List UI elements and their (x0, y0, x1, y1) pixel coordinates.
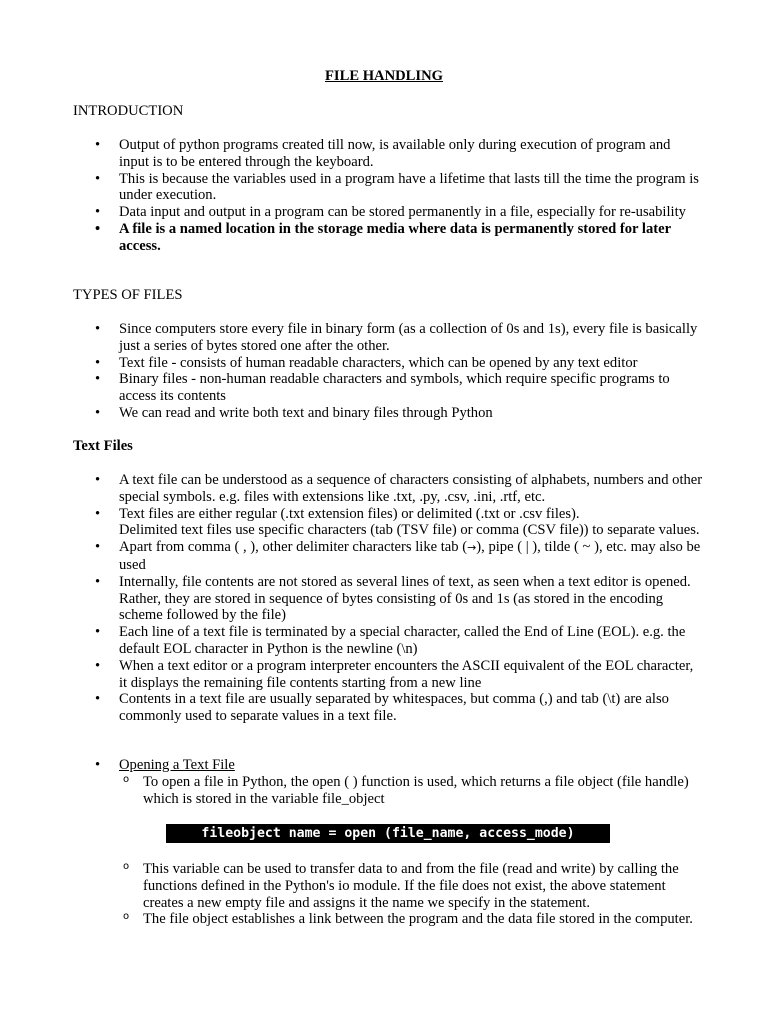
list-item: • We can read and write both text and binary files through Python (73, 405, 703, 422)
list-item-line: Text files are either regular (.txt extension files) or delimited (.txt or .csv files). (119, 505, 580, 522)
text-files-list (73, 472, 703, 725)
tab-arrow-icon: → (467, 541, 477, 555)
opening-sublist-continued (119, 861, 703, 928)
list-item: • Binary files - non-human readable characters and symbols, which require specific programs to access its contents (73, 371, 703, 405)
opening-list-continued (73, 861, 703, 928)
document-title: FILE HANDLING (325, 68, 443, 84)
sub-list-item: o The file object establishes a link between the program and the data file stored in the computer. (119, 911, 703, 928)
list-item (73, 539, 703, 574)
types-of-files-list (73, 321, 703, 422)
list-item: • A text file can be understood as a sequence of characters consisting of alphabets, numbers and other special symbols. e.g. files with extensions like .txt, .py, .csv, .ini, .rtf, etc. (73, 472, 703, 506)
list-item: • Since computers store every file in binary form (as a collection of 0s and 1s), every file is basically just a series of bytes stored one after the other. (73, 321, 703, 355)
list-item: • Contents in a text file are usually separated by whitespaces, but comma (,) and tab (\t) are also commonly used to separate values in a text file. (73, 691, 703, 725)
list-item: • When a text editor or a program interpreter encounters the ASCII equivalent of the EOL character, it displays the remaining file contents starting from a new line (73, 658, 703, 692)
list-item-text: Apart from comma ( , ), other delimiter characters like tab ( (119, 539, 468, 556)
sub-list-item: o This variable can be used to transfer data to and from the file (read and write) by calling the functions defined in the Python's io module. If the file does not exist, the above statement creates a new empty file and assigns it the name we specify in the statement. (119, 861, 703, 911)
text-files-heading: Text Files (73, 438, 133, 454)
introduction-heading: INTRODUCTION (73, 103, 184, 119)
list-item: • Output of python programs created till now, is available only during execution of program and input is to be entered through the keyboard. (73, 137, 703, 171)
code-snippet: fileobject name = open (file_name, access_mode) (166, 824, 610, 843)
types-of-files-heading: TYPES OF FILES (73, 287, 183, 303)
list-item-line: Delimited text files use specific characters (tab (TSV file) or comma (CSV file)) to separate values. (119, 522, 700, 539)
list-item: • A file is a named location in the storage media where data is permanently stored for later access. (73, 221, 703, 255)
list-item (73, 506, 703, 540)
list-item (73, 757, 703, 807)
list-item-text: ), pipe ( | ), tilde ( ~ ), etc. may also be used (119, 539, 701, 573)
list-item: • Text file - consists of human readable characters, which can be opened by any text editor (73, 355, 703, 372)
list-item-continued (73, 861, 703, 928)
opening-heading: Opening a Text File (119, 757, 235, 773)
list-item: • Internally, file contents are not stored as several lines of text, as seen when a text editor is opened. Rather, they are stored in sequence of bytes consisting of 0s and 1s (as stored in the encoding scheme followed by the file) (73, 574, 703, 624)
list-item: • This is because the variables used in a program have a lifetime that lasts till the time the program is under execution. (73, 171, 703, 205)
list-item: • Each line of a text file is terminated by a special character, called the End of Line (EOL). e.g. the default EOL character in Python is the newline (\n) (73, 624, 703, 658)
list-item: • Data input and output in a program can be stored permanently in a file, especially for re-usability (73, 204, 703, 221)
sub-list-item: o To open a file in Python, the open ( ) function is used, which returns a file object (file handle) which is stored in the variable file_object (119, 774, 703, 808)
introduction-list (73, 137, 703, 255)
opening-sublist (119, 774, 703, 808)
opening-list (73, 757, 703, 807)
